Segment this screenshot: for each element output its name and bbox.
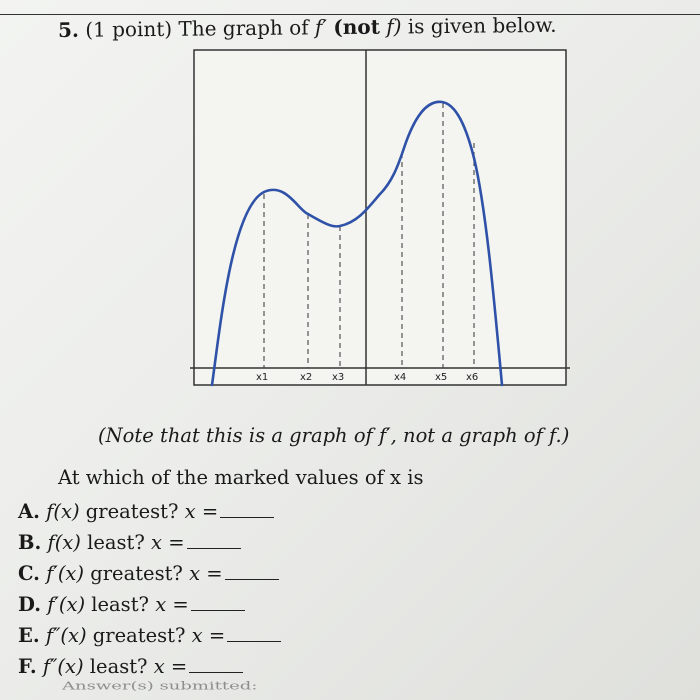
- header-not: (not: [333, 14, 381, 40]
- item-text: greatest?: [92, 624, 186, 647]
- item-eq: x =: [155, 593, 189, 616]
- problem-header: [58, 13, 557, 42]
- item-text: greatest?: [85, 500, 179, 523]
- note-text: (Note that this is a graph of f′, not a graph of f.): [98, 424, 570, 447]
- item-eq: x =: [151, 531, 185, 554]
- answer-blank-b[interactable]: [187, 532, 241, 549]
- header-f: f): [386, 14, 402, 39]
- item-letter: D.: [18, 593, 42, 616]
- answers-submitted-label: Answer(s) submitted:: [62, 680, 258, 693]
- item-text: least?: [91, 593, 149, 616]
- item-eq: x =: [191, 624, 226, 647]
- item-letter: B.: [18, 531, 42, 554]
- answer-blank-c[interactable]: [225, 563, 279, 580]
- header-fprime: f′: [314, 15, 328, 40]
- answer-blank-a[interactable]: [220, 501, 274, 518]
- item-f: [18, 651, 281, 682]
- item-e: [18, 620, 281, 651]
- item-func: f′(x): [46, 562, 85, 585]
- item-func: f(x): [46, 500, 80, 523]
- item-b: [18, 527, 281, 558]
- item-func: f″(x): [45, 624, 87, 647]
- item-letter: C.: [18, 562, 40, 585]
- item-text: least?: [89, 655, 148, 678]
- item-letter: E.: [18, 624, 40, 647]
- item-d: [18, 589, 281, 620]
- label-x1: x1: [256, 372, 269, 383]
- label-x2: x2: [300, 372, 313, 383]
- item-letter: A.: [18, 500, 40, 523]
- answer-blank-d[interactable]: [191, 594, 245, 611]
- graph-frame: [194, 50, 566, 385]
- item-func: f(x): [47, 531, 81, 554]
- label-x6: x6: [466, 372, 479, 383]
- item-eq: x =: [153, 655, 188, 678]
- item-eq: x =: [184, 500, 219, 523]
- problem-points: (1 point) The graph of: [85, 15, 309, 42]
- header-rest: is given below.: [407, 12, 557, 39]
- item-text: greatest?: [90, 562, 183, 585]
- item-eq: x =: [189, 562, 223, 585]
- question-text: At which of the marked values of x is: [58, 466, 424, 489]
- answer-blank-f[interactable]: [189, 656, 243, 673]
- item-func: f′(x): [47, 593, 86, 616]
- item-text: least?: [87, 531, 145, 554]
- fprime-graph: [190, 48, 570, 393]
- item-letter: F.: [18, 655, 37, 678]
- item-c: [18, 558, 281, 589]
- label-x4: x4: [394, 372, 407, 383]
- label-x5: x5: [435, 372, 448, 383]
- graph-svg: [190, 48, 570, 393]
- item-func: f″(x): [42, 655, 84, 678]
- problem-number: 5.: [57, 17, 80, 42]
- answer-items: [18, 496, 281, 682]
- answer-blank-e[interactable]: [227, 625, 281, 642]
- label-x3: x3: [332, 372, 345, 383]
- item-a: [18, 496, 281, 527]
